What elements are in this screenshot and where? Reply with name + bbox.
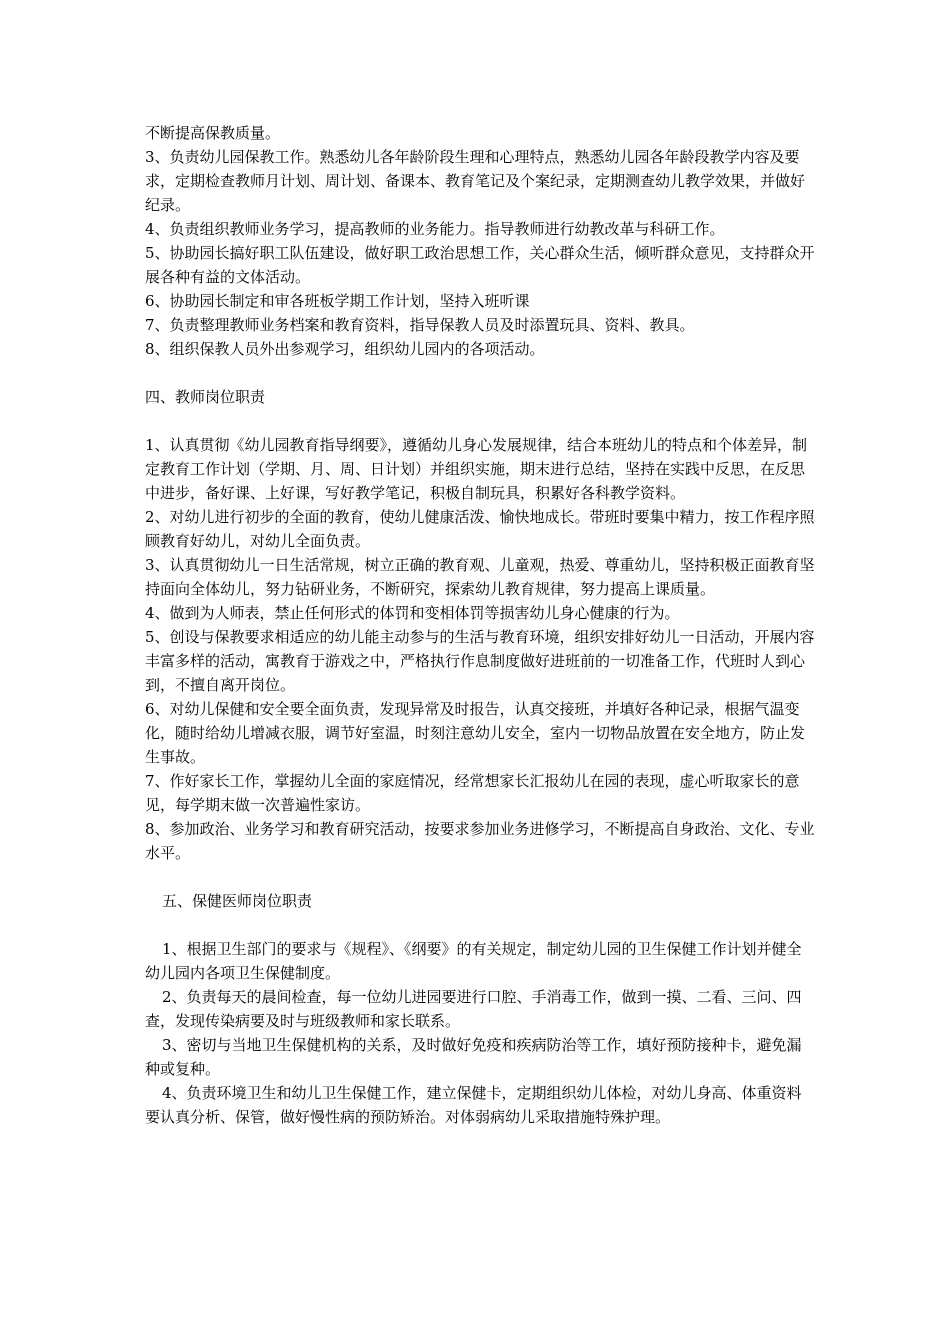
spacer	[145, 361, 815, 385]
section-heading: 四、教师岗位职责	[145, 388, 266, 406]
paragraph: 7、负责整理教师业务档案和教育资料，指导保教人员及时添置玩具、资料、教具。	[145, 316, 695, 334]
paragraph: 2、对幼儿进行初步的全面的教育，使幼儿健康活泼、愉快地成长。带班时要集中精力，按工作程序照顾教育好幼儿，对幼儿全面负责。	[145, 508, 815, 550]
paragraph: 4、做到为人师表，禁止任何形式的体罚和变相体罚等损害幼儿身心健康的行为。	[145, 604, 680, 622]
document-body	[145, 121, 815, 1129]
spacer	[145, 865, 815, 889]
spacer	[145, 913, 815, 937]
paragraph: 8、组织保教人员外出参观学习，组织幼儿园内的各项活动。	[145, 340, 545, 358]
paragraph-text: 2、负责每天的晨间检查，每一位幼儿进园要进行口腔、手消毒工作，做到一摸、二看、三问、四查，发现传染病要及时与班级教师和家长联系。	[145, 988, 802, 1030]
paragraph-text: 4、负责环境卫生和幼儿卫生保健工作，建立保健卡，定期组织幼儿体检，对幼儿身高、体重资料要认真分析、保管，做好慢性病的预防矫治。对体弱病幼儿采取措施特殊护理。	[145, 1084, 802, 1126]
paragraph-text: 1、根据卫生部门的要求与《规程》、《纲要》的有关规定，制定幼儿园的卫生保健工作计划并健全幼儿园内各项卫生保健制度。	[145, 940, 802, 982]
paragraph: 3、负责幼儿园保教工作。熟悉幼儿各年龄阶段生理和心理特点，熟悉幼儿园各年龄段教学内容及要求，定期检查教师月计划、周计划、备课本、教育笔记及个案纪录，定期测查幼儿教学效果，并做好纪录。	[145, 148, 806, 214]
paragraph-text: 3、密切与当地卫生保健机构的关系，及时做好免疫和疾病防治等工作，填好预防接种卡，避免漏种或复种。	[145, 1036, 802, 1078]
paragraph: 1、认真贯彻《幼儿园教育指导纲要》，遵循幼儿身心发展规律，结合本班幼儿的特点和个体差异，制定教育工作计划（学期、月、周、日计划）并组织实施，期末进行总结，坚持在实践中反思，在反思中进步，备好课、上好课，写好教学笔记，积极自制玩具，积累好各科教学资料。	[145, 436, 808, 502]
section-heading: 五、保健医师岗位职责	[162, 892, 313, 910]
paragraph: 8、参加政治、业务学习和教育研究活动，按要求参加业务进修学习，不断提高自身政治、文化、专业水平。	[145, 820, 815, 862]
paragraph	[145, 1081, 815, 1129]
paragraph: 5、协助园长搞好职工队伍建设，做好职工政治思想工作，关心群众生活，倾听群众意见，支持群众开展各种有益的文体活动。	[145, 244, 815, 286]
paragraph	[145, 937, 815, 985]
paragraph: 不断提高保教质量。	[145, 124, 281, 142]
paragraph	[145, 1033, 815, 1081]
spacer	[145, 409, 815, 433]
paragraph: 4、负责组织教师业务学习，提高教师的业务能力。指导教师进行幼教改革与科研工作。	[145, 220, 725, 238]
paragraph: 7、作好家长工作，掌握幼儿全面的家庭情况，经常想家长汇报幼儿在园的表现，虚心听取家长的意见，每学期末做一次普遍性家访。	[145, 772, 800, 814]
paragraph: 3、认真贯彻幼儿一日生活常规，树立正确的教育观、儿童观，热爱、尊重幼儿，坚持积极正面教育坚持面向全体幼儿，努力钻研业务，不断研究，探索幼儿教育规律，努力提高上课质量。	[145, 556, 815, 598]
paragraph: 6、协助园长制定和审各班板学期工作计划，坚持入班听课	[145, 292, 530, 310]
paragraph: 5、创设与保教要求相适应的幼儿能主动参与的生活与教育环境，组织安排好幼儿一日活动，开展内容丰富多样的活动，寓教育于游戏之中，严格执行作息制度做好进班前的一切准备工作，代班时人到心到，不擅自离开岗位。	[145, 628, 815, 694]
paragraph	[145, 985, 815, 1033]
paragraph: 6、对幼儿保健和安全要全面负责，发现异常及时报告，认真交接班，并填好各种记录，根据气温变化，随时给幼儿增减衣服，调节好室温，时刻注意幼儿安全，室内一切物品放置在安全地方，防止发生事故。	[145, 700, 806, 766]
